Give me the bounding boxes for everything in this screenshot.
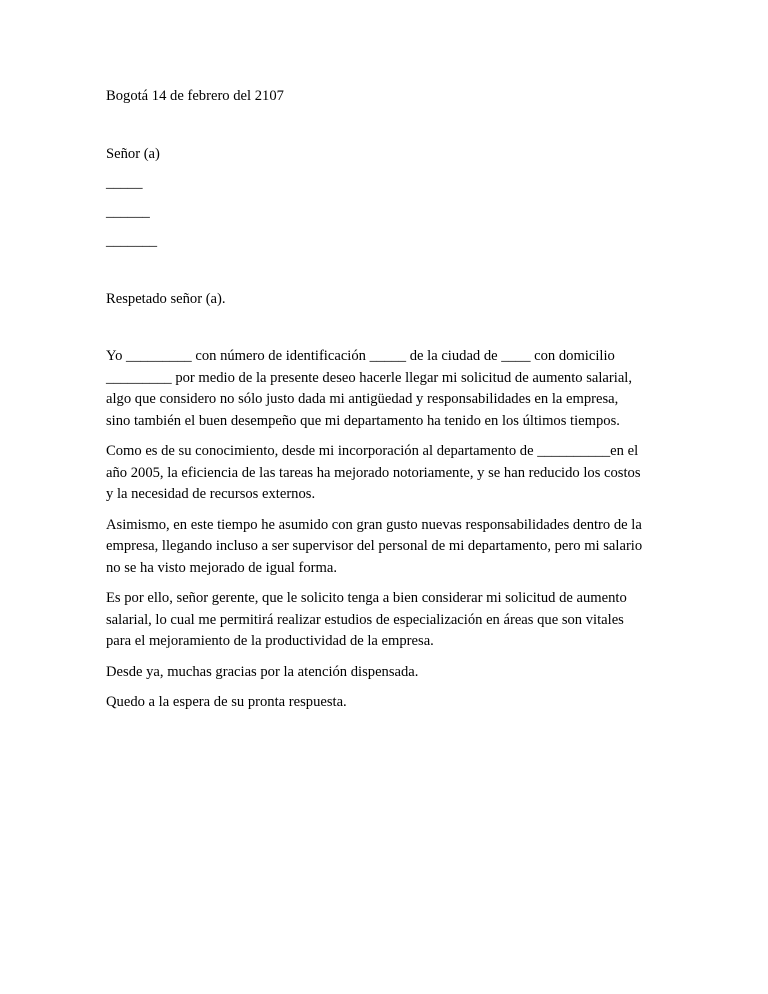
recipient-block <box>106 143 666 252</box>
paragraph-line: Asimismo, en este tiempo he asumido con gran gusto nuevas responsabilidades dentro de la <box>106 516 642 533</box>
paragraph-line: empresa, llegando incluso a ser supervisor del personal de mi departamento, pero mi salario <box>106 538 643 554</box>
letter-body <box>106 85 666 723</box>
paragraph-line: Desde ya, muchas gracias por la atención dispensada. <box>106 663 419 680</box>
letter-date: Bogotá 14 de febrero del 2107 <box>106 88 284 104</box>
paragraph-request <box>106 346 666 432</box>
paragraph-line: _________ por medio de la presente deseo hacerle llegar mi solicitud de aumento salarial, <box>106 369 633 386</box>
paragraph-closing <box>106 692 666 714</box>
recipient-blank-line: ______ <box>106 204 150 220</box>
paragraph-line: salarial, lo cual me permitirá realizar estudios de especialización en áreas que son vitales <box>106 611 624 628</box>
recipient-blank-line: _____ <box>106 175 143 191</box>
paragraph-line: sino también el buen desempeño que mi departamento ha tenido en los últimos tiempos. <box>106 412 620 429</box>
paragraph-consideration <box>106 588 666 653</box>
paragraph-line: no se ha visto mejorado de igual forma. <box>106 559 338 576</box>
paragraph-line: año 2005, la eficiencia de las tareas ha mejorado notoriamente, y se han reducido los costos <box>106 464 641 481</box>
paragraph-line: Yo _________ con número de identificación _____ de la ciudad de ____ con domicilio <box>106 348 615 364</box>
paragraph-efficiency <box>106 441 666 506</box>
recipient-blank-line: _______ <box>106 233 158 249</box>
letter-greeting: Respetado señor (a). <box>106 291 226 307</box>
paragraph-line: Es por ello, señor gerente, que le solicito tenga a bien considerar mi solicitud de aumento <box>106 590 627 606</box>
paragraph-thanks <box>106 662 666 684</box>
paragraph-line: algo que considero no sólo justo dada mi antigüedad y responsabilidades en la empresa, <box>106 391 619 407</box>
paragraph-line: Como es de su conocimiento, desde mi incorporación al departamento de __________en el <box>106 443 639 459</box>
paragraph-responsibilities <box>106 515 666 580</box>
paragraph-line: Quedo a la espera de su pronta respuesta. <box>106 694 347 710</box>
paragraph-line: para el mejoramiento de la productividad de la empresa. <box>106 633 434 649</box>
recipient-title: Señor (a) <box>106 146 160 162</box>
paragraph-line: y la necesidad de recursos externos. <box>106 486 316 502</box>
